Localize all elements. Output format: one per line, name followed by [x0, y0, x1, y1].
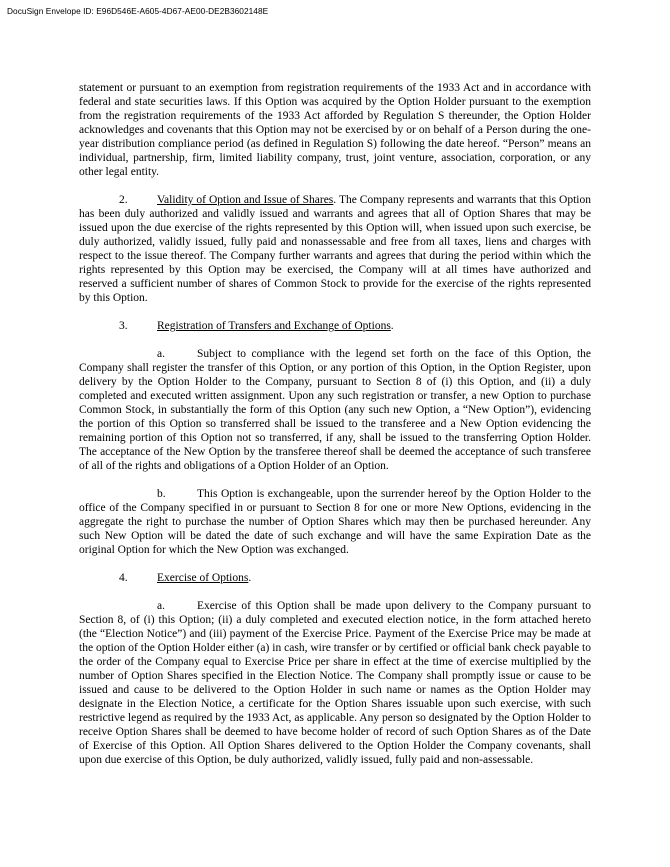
section-2-number: 2. [119, 194, 128, 206]
section-4a-paragraph [79, 599, 591, 767]
section-4a-text: Exercise of this Option shall be made upon delivery to the Company pursuant to Section 8, of (i) this Option; (ii) a duly completed and executed election notice, in the form attached hereto (the “Election Notice”) and (iii) payment of the Exercise Price. Payment of the Exercise Price may be made at the option of the Option Holder either (a) in cash, wire transfer or by certified or official bank check payable to the order of the Company equal to Exercise Price per share in effect at the time of exercise multiplied by the number of Option Shares specified in the Election Notice. The Company shall promptly issue or cause to be issued and cause to be delivered to the Option Holder in such name or names as the Option Holder may designate in the Election Notice, a certificate for the Option Shares issuable upon such exercise, with such restrictive legend as required by the 1933 Act, as applicable. Any person so designated by the Option Holder to receive Option Shares shall be deemed to have become holder of record of such Option Shares as of the Date of Exercise of this Option. All Option Shares delivered to the Option Holder the Company covenants, shall upon due exercise of this Option, be duly authorized, validly issued, fully paid and non-assessable. [79, 600, 591, 766]
intro-paragraph: statement or pursuant to an exemption from registration requirements of the 1933 Act and in accordance with federal and state securities laws. If this Option was acquired by the Option Holder pursuant to the exemption from the registration requirements of the 1933 Act afforded by Regulation S thereunder, the Option Holder acknowledges and covenants that this Option may not be exercised by or on behalf of a Person during the one-year distribution compliance period (as defined in Regulation S) following the date hereof. “Person” means an individual, partnership, firm, limited liability company, trust, joint venture, association, corporation, or any other legal entity. [79, 82, 591, 178]
section-3a-text: Subject to compliance with the legend set forth on the face of this Option, the Company shall register the transfer of this Option, or any portion of this Option, in the Option Register, upon delivery by the Option Holder to the Company, pursuant to Section 8 of (i) this Option, and (ii) a duly completed and executed written assignment. Upon any such registration or transfer, a new Option to purchase Common Stock, in substantially the form of this Option (any such new Option, a “New Option”), evidencing the portion of this Option so transferred shall be issued to the transferee and a New Option evidencing the remaining portion of this Option not so transferred, if any, shall be issued to the transferring Option Holder. The acceptance of the New Option by the transferee thereof shall be deemed the acceptance of such transferee of all of the rights and obligations of a Option Holder of an Option. [79, 348, 591, 472]
section-4-title-end: . [248, 572, 252, 584]
section-2-text: . The Company represents and warrants that this Option has been duly authorized and validly issued and warrants and agrees that all of Option Shares that may be issued upon the due exercise of the rights represented by this Option will, when issued upon such exercise, be duly authorized, validly issued, fully paid and nonassessable and free from all taxes, liens and charges with respect to the issue thereof. The Company further warrants and agrees that during the period within which the rights represented by this Option may be exercised, the Company will at all times have authorized and reserved a sufficient number of shares of Common Stock to provide for the exercise of the rights represented by this Option. [79, 194, 592, 304]
docusign-envelope-id: DocuSign Envelope ID: E96D546E-A605-4D67-AE00-DE2B3602148E [7, 6, 269, 16]
section-4-number: 4. [119, 572, 128, 584]
section-4-title: Exercise of Options [157, 572, 249, 584]
section-3a-label: a. [157, 348, 165, 360]
section-2-paragraph [79, 193, 591, 305]
section-3b-text: This Option is exchangeable, upon the surrender hereof by the Option Holder to the office of the Company specified in or pursuant to Section 8 for one or more New Options, evidencing in the aggregate the right to purchase the number of Option Shares which may then be purchased hereunder. Any such New Option will be dated the date of such exchange and will have the same Expiration Date as the original Option for which the New Option was exchanged. [79, 488, 591, 556]
section-3b-label: b. [157, 488, 166, 500]
section-3a-paragraph [79, 347, 591, 473]
section-3b-paragraph [79, 487, 591, 557]
document-body [79, 81, 591, 767]
section-4a-label: a. [157, 600, 165, 612]
section-3-title-end: . [390, 320, 394, 332]
section-3-title: Registration of Transfers and Exchange of Options [157, 320, 391, 332]
section-2-title: Validity of Option and Issue of Shares [157, 194, 334, 206]
section-4-heading [79, 571, 591, 585]
section-3-heading [79, 319, 591, 333]
section-3-number: 3. [119, 320, 128, 332]
